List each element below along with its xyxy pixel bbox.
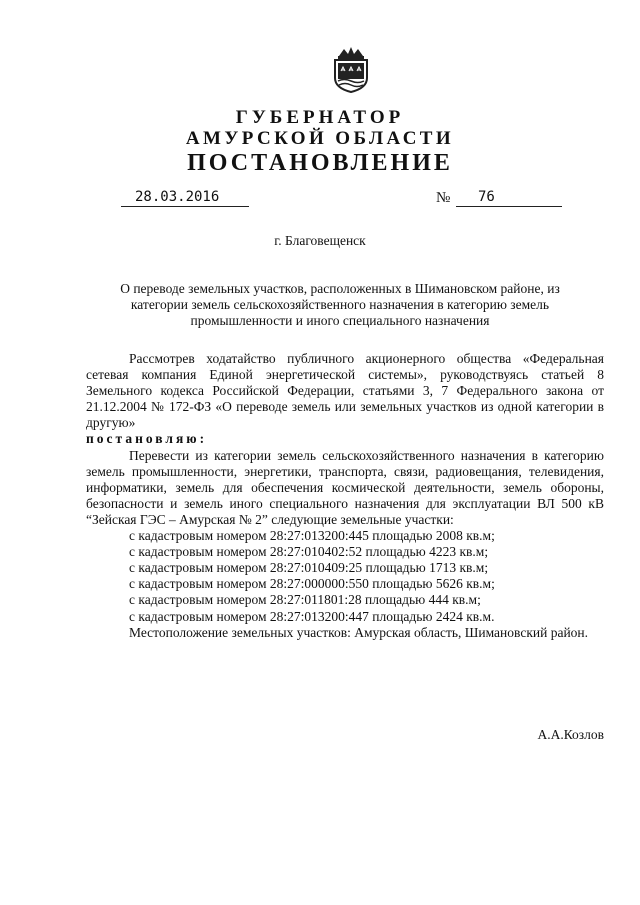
plot-item: с кадастровым номером 28:27:013200:447 площадью 2424 кв.м. [129, 608, 495, 624]
location: Местоположение земельных участков: Амурская область, Шимановский район. [129, 624, 589, 640]
plot-item: с кадастровым номером 28:27:013200:445 площадью 2008 кв.м; [129, 528, 495, 544]
plot-item: с кадастровым номером 28:27:000000:550 площадью 5626 кв.м; [129, 576, 495, 592]
resolve-word: постановляю: [86, 431, 208, 447]
plot-item: с кадастровым номером 28:27:011801:28 площадью 444 кв.м; [129, 592, 481, 608]
coat-of-arms-icon [330, 44, 372, 94]
document-date: 28.03.2016 [121, 189, 249, 207]
document-subject: О переводе земельных участков, расположенных в Шимановском районе, из категории земель сельскохозяйственного назначения в категорию земель промышленности и иного специального назначения [120, 281, 560, 328]
document-type: ПОСТАНОВЛЕНИЕ [187, 150, 453, 176]
plot-item: с кадастровым номером 28:27:010402:52 площадью 4223 кв.м; [129, 544, 489, 560]
region-title: АМУРСКОЙ ОБЛАСТИ [185, 128, 455, 149]
plot-item: с кадастровым номером 28:27:010409:25 площадью 1713 кв.м; [129, 560, 489, 576]
issuer-title: ГУБЕРНАТОР [235, 107, 405, 128]
decision: Перевести из категории земель сельскохозяйственного назначения в категорию земель промышленности, энергетики, транспорта, связи, радиовещания, телевидения, информатики, земель для обеспечения космической деятельности, земель обороны, безопасности и земель иного специального назначения для эксплуатации ВЛ 500 кВ “Зейская ГЭС – Амурская № 2” следующие земельные участки: [86, 447, 604, 527]
number-label: № [436, 190, 451, 206]
document-body [86, 351, 604, 641]
signer-name: А.А.Козлов [537, 727, 604, 742]
document-number: 76 [456, 189, 562, 207]
city: г. Благовещенск [274, 233, 366, 248]
preamble: Рассмотрев ходатайство публичного акционерного общества «Федеральная сетевая компания Единой энергетической системы», руководствуясь статьей 8 Земельного кодекса Российской Федерации, статьями 3, 7 Федерального закона от 21.12.2004 № 172-ФЗ «О переводе земель или земельных участков из одной категории в другую» [86, 351, 604, 431]
